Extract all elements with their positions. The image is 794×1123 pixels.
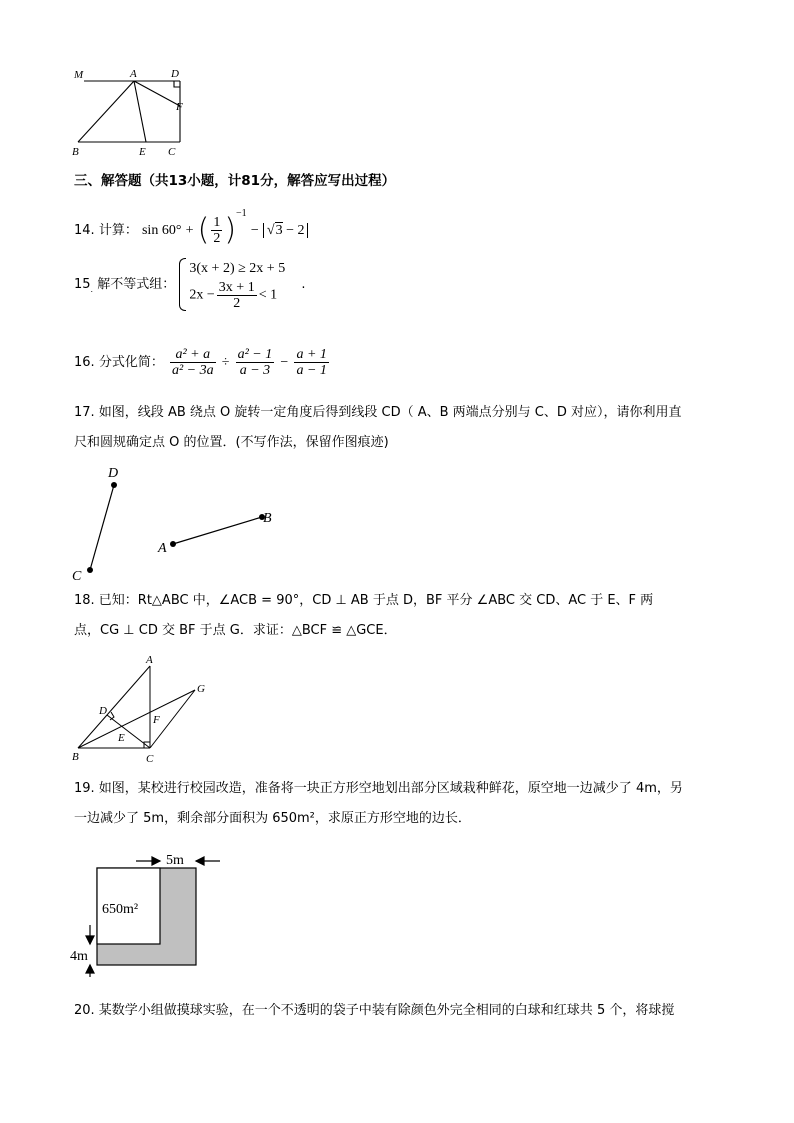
q14-label: 计算： [98,223,138,238]
q14-abs: √3 − 2 [263,223,309,238]
q14-number: 14. [74,223,95,238]
line-ab [78,81,134,142]
label-B: B [72,751,79,763]
label-D: D [108,466,119,481]
label-650m2: 650m² [102,902,139,917]
q14: 14. 计算： sin 60° + ( $\frac{1}{2}$ )$^{-1}$ − √3 − 2 [74,206,308,246]
line-ab [78,666,150,748]
q14-minus: − [250,223,259,238]
line-ae [134,81,146,142]
q16-label: 分式化简： [98,355,164,370]
point-d [111,482,117,488]
segment-cd [90,485,114,570]
label-E: E [118,732,125,744]
q15-ineq2: 2x − $\frac{3x + 1}{2}$ < 1 [189,280,278,311]
q13-figure [70,64,200,160]
q16-frac1: $\frac{\text{a² + a}}{\text{a² − 3a}}$ [171,347,214,378]
q18-line1: 18. 已知：Rt△ABC 中，∠ACB = 90°，CD ⊥ AB 于点 D，BF 平分 ∠ABC 交 CD、AC 于 E、F 两 [74,593,654,608]
label-A: A [146,654,153,666]
label-A: A [130,68,137,80]
right-angle-d [110,712,114,720]
q18-line2: 点，CG ⊥ CD 交 BF 于点 G．求证：△BCF ≌ △GCE． [74,623,397,638]
line-bg [78,690,195,748]
label-E: E [139,146,146,158]
label-D: D [99,705,107,717]
q19-line1: 19. 如图，某校进行校园改造，准备将一块正方形空地划出部分区域栽种鲜花，原空地一边减少了 4m，另 [74,781,683,796]
label-5m: 5m [166,853,184,868]
label-F: F [153,714,160,726]
label-M: M [74,69,84,81]
q15-system [179,258,285,311]
segment-ab [173,517,262,544]
q15-ineq1: 3(x + 2) ≥ 2x + 5 [189,261,286,276]
arrow-4m-bottom [86,965,94,973]
right-angle-mark [174,81,180,87]
label-G: G [197,683,205,695]
q14-plus: + [185,223,194,238]
label-B: B [263,511,272,526]
label-D: D [171,68,179,80]
q16-frac2: $\frac{\text{a² − 1}}{a - 3}$ [237,347,273,378]
point-c [87,567,93,573]
q17-line1: 17. 如图，线段 AB 绕点 O 旋转一定角度后得到线段 CD（ A、B 两端点分别与 C、D 对应），请你利用直 [74,405,682,420]
q16: 16. 分式化简： $\frac{\text{a² + a}}{\text{a² − 3a}}$ ÷ $\frac{\text{a² − 1}}{a - 3}$ − $\frac{a + 1}{a - 1}$ [74,347,327,378]
q14-half: $\frac{1}{2}$ [213,215,221,246]
q18-text [74,586,734,646]
arrow-4m-top [86,936,94,944]
arrow-5m-right [196,857,204,865]
label-F: F [176,101,183,113]
q18-figure [70,652,220,767]
q16-frac3: $\frac{a + 1}{a - 1}$ [296,347,327,378]
q14-exponent: −1 [236,208,247,219]
label-C: C [72,569,82,582]
q20-line1: 20. 某数学小组做摸球实验，在一个不透明的袋子中装有除颜色外完全相同的白球和红球共 5 个，将球搅 [74,1003,675,1018]
label-B: B [72,146,79,158]
label-4m: 4m [70,949,88,964]
q15: $15_.$ 解不等式组： 3(x + 2) ≥ 2x + 5 2x − $\frac{3x + 1}{2}$ < 1 . [74,258,305,311]
section-title: 三、解答题（共13小题，计81分，解答应写出过程） [74,173,396,189]
q15-label: 解不等式组： [97,277,176,292]
label-C: C [168,146,176,158]
label-A: A [158,541,167,556]
arrow-5m-left [152,857,160,865]
q19-line2: 一边减少了 5m，剩余部分面积为 650m²，求原正方形空地的边长． [74,811,471,826]
q19-text [74,774,734,834]
q16-number: 16. [74,355,95,370]
q17-text [74,398,734,458]
q20-text [74,996,734,1026]
q15-number: 15 [74,277,91,292]
q17-line2: 尺和圆规确定点 O 的位置．(不写作法，保留作图痕迹) [74,435,389,450]
q17-figure [70,462,290,582]
q19-figure [68,847,238,977]
line-af [134,81,180,106]
label-C: C [146,753,154,765]
q14-sin: sin 60° [141,223,182,238]
point-a [170,541,176,547]
